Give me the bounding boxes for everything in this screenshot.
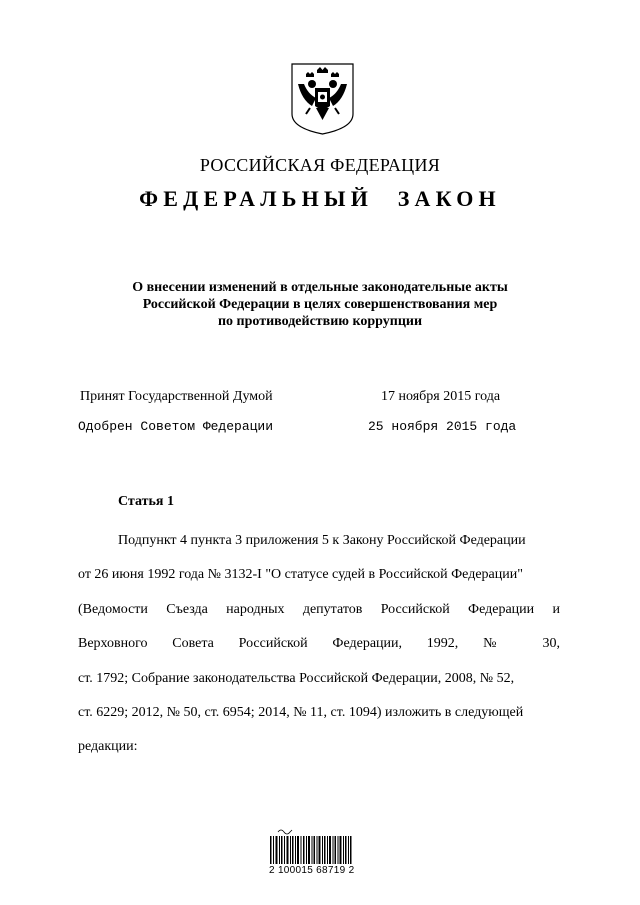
barcode-number: 2 100015 68719 2 bbox=[269, 865, 355, 876]
article-heading: Статья 1 bbox=[118, 494, 174, 509]
country-heading: РОССИЙСКАЯ ФЕДЕРАЦИЯ bbox=[199, 155, 441, 175]
duma-adoption-label: Принят Государственной Думой bbox=[80, 389, 273, 404]
law-title bbox=[0, 279, 640, 330]
article-line: (Ведомости Съезда народных депутатов Российской Федерации и bbox=[78, 601, 560, 617]
article-line: Подпункт 4 пункта 3 приложения 5 к Закону Российской Федерации bbox=[118, 533, 526, 548]
document-type-heading: ФЕДЕРАЛЬНЫЙ ЗАКОН bbox=[139, 186, 501, 211]
article-line: от 26 июня 1992 года № 3132-I "О статусе судей в Российской Федерации" bbox=[78, 567, 523, 583]
council-approval-date: 25 ноября 2015 года bbox=[368, 419, 517, 434]
law-title-line: Российской Федерации в целях совершенствования мер bbox=[142, 297, 498, 312]
article-line: редакции: bbox=[78, 739, 138, 755]
council-approval-label: Одобрен Советом Федерации bbox=[78, 419, 274, 434]
article-line: ст. 1792; Собрание законодательства Российской Федерации, 2008, № 52, bbox=[78, 670, 515, 686]
article-line: Верховного Совета Российской Федерации, 1992, № 30, bbox=[78, 636, 560, 652]
article-body bbox=[78, 524, 560, 765]
law-title-line: по противодействию коррупции bbox=[217, 314, 423, 329]
coat-of-arms-icon bbox=[290, 62, 355, 136]
law-title-line: О внесении изменений в отдельные законодательные акты bbox=[132, 280, 508, 295]
article-line: ст. 6229; 2012, № 50, ст. 6954; 2014, № 11, ст. 1094) изложить в следующей bbox=[78, 704, 524, 720]
duma-adoption-date: 17 ноября 2015 года bbox=[381, 389, 501, 404]
